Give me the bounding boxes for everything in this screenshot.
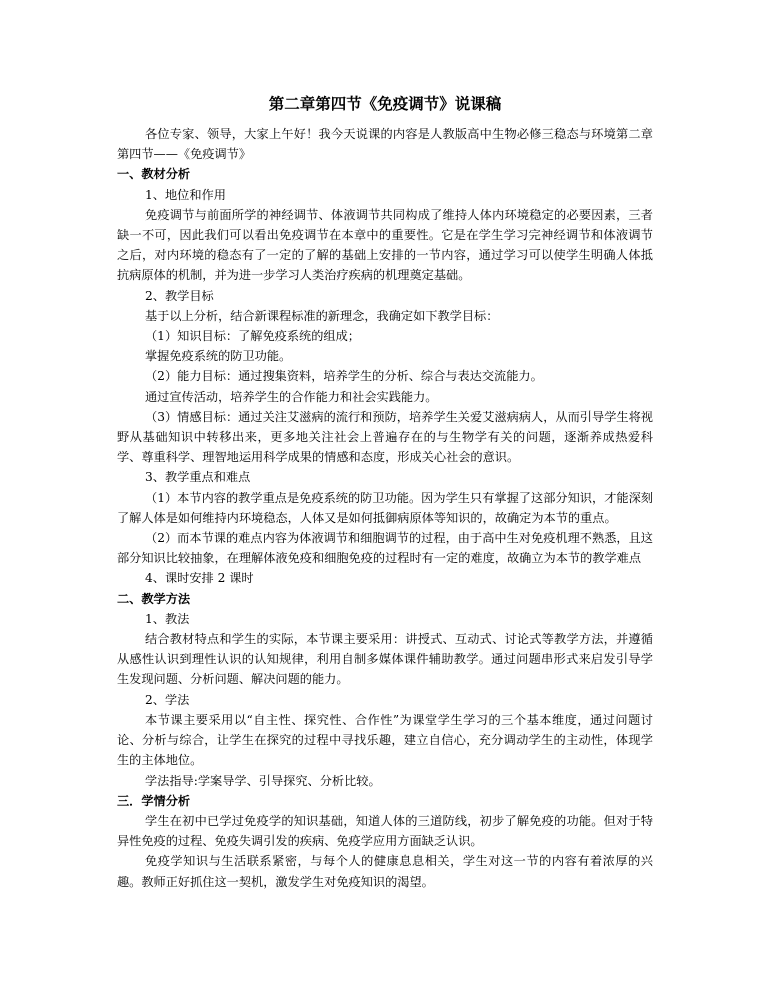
paragraph-student-interest: 免疫学知识与生活联系紧密，与每个人的健康息息相关，学生对这一节的内容有着浓厚的兴趣。教师正好抓住这一契机，激发学生对免疫知识的渴望。 [117,854,653,889]
subheading-learning-method: 2、学法 [145,692,190,707]
paragraph-key-point: （1）本节内容的教学重点是免疫系统的防卫功能。因为学生只有掌握了这部分知识，才能深刻了解人体是如何维持内环境稳态，人体又是如何抵御病原体等知识的，故确定为本节的重点。 [117,490,653,525]
paragraph-position-role: 免疫调节与前面所学的神经调节、体液调节共同构成了维持人体内环境稳定的必要因素，三者缺一不可，因此我们可以看出免疫调节在本章中的重要性。它是在学生学习完神经调节和体液调节之后，对内环境的稳态有了一定的了解的基础上安排的一节内容，通过学习可以使学生明确人体抵抗病原体的机制，并为进一步学习人类治疗疾病的机理奠定基础。 [117,207,653,283]
goal-emotion: （3）情感目标：通过关注艾滋病的流行和预防，培养学生关爱艾滋病病人，从而引导学生将视野从基础知识中转移出来，更多地关注社会上普遍存在的与生物学有关的问题，逐渐养成热爱科学、尊重科学、理智地运用科学成果的情感和态度，形成关心社会的意识。 [117,409,653,465]
paragraph-student-background: 学生在初中已学过免疫学的知识基础，知道人体的三道防线，初步了解免疫的功能。但对于特异性免疫的过程、免疫失调引发的疾病、免疫学应用方面缺乏认识。 [117,813,653,849]
document-title: 第二章第四节《免疫调节》说课稿 [268,94,502,113]
section-heading-teaching-methods: 二、教学方法 [117,591,191,606]
goal-ability: （2）能力目标：通过搜集资料，培养学生的分析、综合与表达交流能力。 [145,369,543,384]
document-body [117,124,653,892]
subheading-teaching-goals: 2、教学目标 [145,288,214,303]
subheading-teaching-method: 1、教法 [145,611,190,626]
intro-paragraph: 各位专家、领导，大家上午好！我今天说课的内容是人教版高中生物必修三稳态与环境第二章第四节——《免疫调节》 [117,127,653,162]
paragraph-goals-intro: 基于以上分析，结合新课程标准的新理念，我确定如下教学目标： [145,308,499,323]
paragraph-learning-guidance: 学法指导:学案导学、引导探究、分析比较。 [145,773,381,788]
paragraph-learning-method: 本节课主要采用以“自主性、探究性、合作性”为课堂学生学习的三个基本维度，通过问题讨论、分析与综合，让学生在探究的过程中寻找乐趣，建立自信心，充分调动学生的主动性，体现学生的主体地位。 [117,712,653,768]
paragraph-difficult-point: （2）而本节课的难点内容为体液调节和细胞调节的过程，由于高中生对免疫机理不熟悉，且这部分知识比较抽象，在理解体液免疫和细胞免疫的过程时有一定的难度，故确立为本节的教学难点 [117,531,653,566]
paragraph-teaching-method: 结合教材特点和学生的实际，本节课主要采用：讲授式、互动式、讨论式等教学方法，并遵循从感性认识到理性认识的认知规律，利用自制多媒体课件辅助教学。通过问题串形式来启发引导学生发现问题、分析问题、解决问题的能力。 [117,632,653,687]
subheading-position-role: 1、地位和作用 [145,187,226,202]
goal-knowledge-continued: 掌握免疫系统的防卫功能。 [145,349,292,364]
section-heading-student-analysis: 三．学情分析 [117,793,191,808]
subheading-key-difficult-points: 3、教学重点和难点 [145,470,251,485]
section-heading-textbook-analysis: 一、教材分析 [117,167,191,182]
goal-ability-continued: 通过宣传活动，培养学生的合作能力和社会实践能力。 [145,389,438,404]
goal-knowledge: （1）知识目标：了解免疫系统的组成； [145,329,360,344]
subheading-class-hours: 4、课时安排 2 课时 [145,571,254,586]
